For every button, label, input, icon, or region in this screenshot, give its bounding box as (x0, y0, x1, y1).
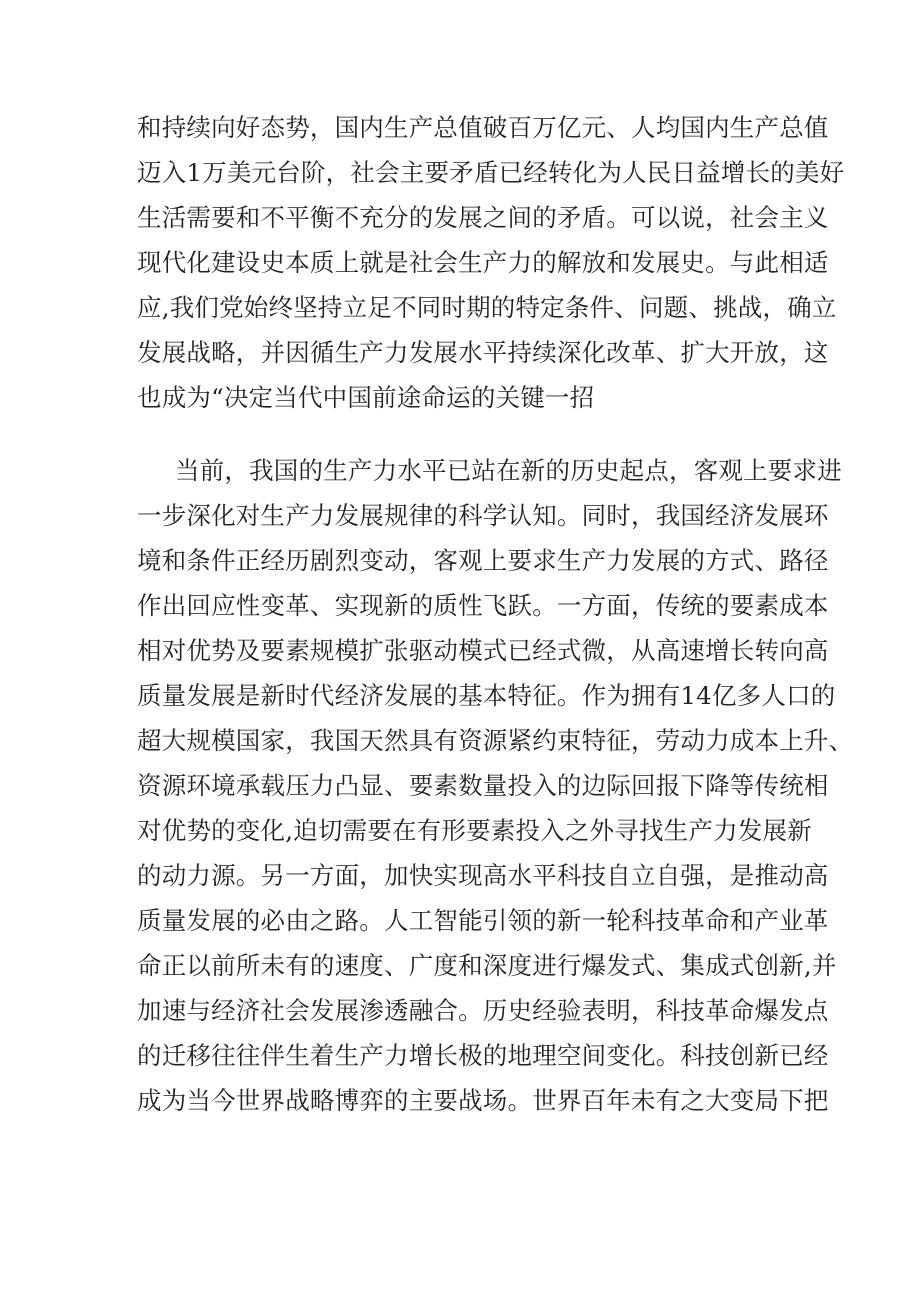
paragraph-2-line-7: 超大规模国家，我国天然具有资源紧约束特征，劳动力成本上升、 (137, 726, 854, 755)
paragraph-2-line-4: 作出回应性变革、实现新的质性飞跃。一方面，传统的要素成本 (137, 591, 829, 620)
paragraph-1-line-2: 迈入1万美元台阶，社会主要矛盾已经转化为人民日益增长的美好 (137, 158, 845, 187)
paragraph-1-line-5: 应,我们党始终坚持立足不同时期的特定条件、问题、挑战，确立 (137, 293, 837, 322)
paragraph-1-line-1: 和持续向好态势，国内生产总值破百万亿元、人均国内生产总值 (137, 113, 829, 142)
paragraph-2-line-8: 资源环境承载压力凸显、要素数量投入的边际回报下降等传统相 (137, 771, 829, 800)
paragraph-2-line-12: 命正以前所未有的速度、广度和深度进行爆发式、集成式创新,并 (137, 951, 837, 980)
paragraph-2-line-9: 对优势的变化,迫切需要在有形要素投入之外寻找生产力发展新 (137, 816, 812, 845)
paragraph-2-line-6: 质量发展是新时代经济发展的基本特征。作为拥有14亿多人口的 (137, 681, 836, 710)
paragraph-1-line-7: 也成为“决定当代中国前途命运的关键一招 (137, 383, 595, 412)
paragraph-1-line-4: 现代化建设史本质上就是社会生产力的解放和发展史。与此相适 (137, 248, 829, 277)
paragraph-2-line-13: 加速与经济社会发展渗透融合。历史经验表明，科技革命爆发点 (137, 996, 829, 1025)
paragraph-1-line-6: 发展战略，并因循生产力发展水平持续深化改革、扩大开放，这 (137, 338, 829, 367)
paragraph-2-line-1: 当前，我国的生产力水平已站在新的历史起点，客观上要求进 (175, 456, 842, 485)
paragraph-2-line-2: 一步深化对生产力发展规律的科学认知。同时，我国经济发展环 (137, 501, 829, 530)
paragraph-2-line-14: 的迁移往往伴生着生产力增长极的地理空间变化。科技创新已经 (137, 1041, 829, 1070)
paragraph-2-line-15: 成为当今世界战略博弈的主要战场。世界百年未有之大变局下把 (137, 1086, 829, 1115)
paragraph-2-line-11: 质量发展的必由之路。人工智能引领的新一轮科技革命和产业革 (137, 906, 829, 935)
paragraph-2-line-5: 相对优势及要素规模扩张驱动模式已经式微，从高速增长转向高 (137, 636, 829, 665)
paragraph-1-line-3: 生活需要和不平衡不充分的发展之间的矛盾。可以说，社会主义 (137, 203, 829, 232)
paragraph-2-line-10: 的动力源。另一方面，加快实现高水平科技自立自强，是推动高 (137, 861, 829, 890)
paragraph-2-line-3: 境和条件正经历剧烈变动，客观上要求生产力发展的方式、路径 (137, 546, 829, 575)
